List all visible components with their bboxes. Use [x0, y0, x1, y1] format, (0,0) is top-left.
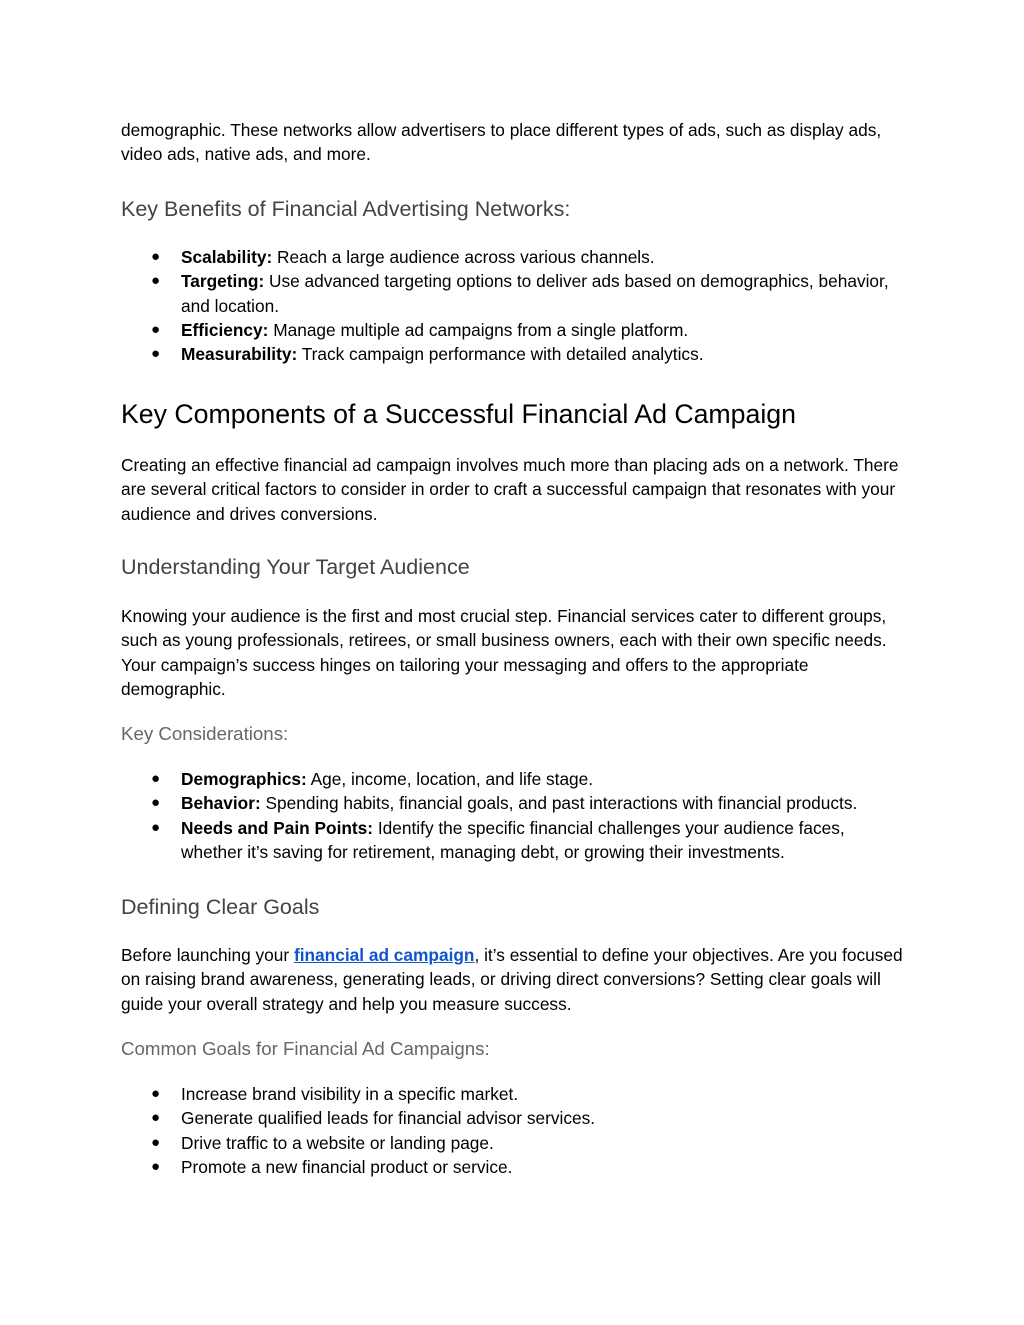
- list-item-term: Demographics:: [181, 769, 307, 789]
- list-item-term: Behavior:: [181, 793, 261, 814]
- intro-paragraph: demographic. These networks allow advertisers to place different types of ads, such as display ads, video ads, native ads, and more.: [121, 120, 882, 165]
- bullet-icon: ●: [151, 272, 161, 290]
- bullet-icon: ●: [151, 320, 161, 338]
- considerations-list: [121, 767, 911, 864]
- list-item: [121, 245, 911, 269]
- bullet-icon: ●: [151, 794, 161, 812]
- list-item-text: Use advanced targeting options to deliver ads based on demographics, behavior, and location.: [181, 271, 889, 316]
- bullet-icon: ●: [151, 345, 161, 363]
- components-paragraph: Creating an effective financial ad campaign involves much more than placing ads on a network. There are several critical factors to consider in order to craft a successful campaign that resonates with your audience and drives conversions.: [121, 455, 899, 524]
- list-item-text: Promote a new financial product or service.: [181, 1156, 513, 1177]
- goals-heading: Defining Clear Goals: [121, 895, 320, 919]
- list-item: [121, 1082, 911, 1106]
- list-item-term: Scalability:: [181, 247, 273, 267]
- components-heading: Key Components of a Successful Financial Ad Campaign: [121, 399, 796, 429]
- common-goals-heading: Common Goals for Financial Ad Campaigns:: [121, 1038, 490, 1059]
- bullet-icon: ●: [151, 248, 161, 265]
- list-item: [121, 791, 911, 815]
- bullet-icon: ●: [151, 1157, 161, 1175]
- bullet-icon: ●: [151, 1133, 161, 1151]
- list-item-text: Increase brand visibility in a specific market.: [181, 1084, 519, 1104]
- list-item-text: Spending habits, financial goals, and past interactions with financial products.: [260, 793, 858, 814]
- audience-paragraph: Knowing your audience is the first and most crucial step. Financial services cater to different groups, such as young professionals, retirees, or small business owners, each with their own specific needs. Your campaign’s success hinges on tailoring your messaging and offers to the appropriate demographic.: [121, 606, 887, 699]
- list-item-term: Efficiency:: [181, 319, 269, 340]
- list-item-text: Identify the specific financial challenges your audience faces, whether it’s saving for retirement, managing debt, or growing their investments.: [181, 817, 845, 862]
- bullet-icon: ●: [151, 1085, 161, 1102]
- list-item-text: Age, income, location, and life stage.: [306, 769, 594, 789]
- list-item-term: Measurability:: [181, 344, 298, 365]
- list-item-text: Generate qualified leads for financial advisor services.: [181, 1108, 596, 1129]
- list-item: [121, 269, 911, 318]
- list-item: [121, 816, 911, 865]
- goals-text-after: , it’s essential to define your objectives. Are you focused on raising brand awareness, generating leads, or driving direct conversions? Setting clear goals will guide your overall strategy and help you measure success.: [121, 945, 903, 1014]
- list-item-term: Needs and Pain Points:: [181, 817, 374, 838]
- list-item-text: Reach a large audience across various channels.: [272, 247, 655, 267]
- list-item-text: Track campaign performance with detailed analytics.: [297, 344, 704, 365]
- goals-paragraph: [121, 943, 911, 1016]
- goals-text-before: Before launching your: [121, 945, 294, 965]
- bullet-icon: ●: [151, 1109, 161, 1127]
- list-item: [121, 318, 911, 342]
- benefits-list: [121, 245, 911, 366]
- list-item: [121, 1155, 911, 1179]
- list-item: [121, 342, 911, 366]
- list-item: [121, 1106, 911, 1130]
- common-goals-list: [121, 1082, 911, 1179]
- audience-heading: Understanding Your Target Audience: [121, 555, 470, 579]
- considerations-heading: Key Considerations:: [121, 723, 289, 744]
- list-item: [121, 1131, 911, 1155]
- list-item-text: Drive traffic to a website or landing page.: [181, 1132, 494, 1153]
- list-item-term: Targeting:: [181, 271, 265, 292]
- bullet-icon: ●: [151, 818, 161, 836]
- list-item-text: Manage multiple ad campaigns from a single platform.: [268, 319, 689, 340]
- list-item: [121, 767, 911, 791]
- bullet-icon: ●: [151, 770, 161, 787]
- benefits-heading: Key Benefits of Financial Advertising Networks:: [121, 197, 571, 221]
- financial-ad-campaign-link[interactable]: financial ad campaign: [293, 945, 475, 965]
